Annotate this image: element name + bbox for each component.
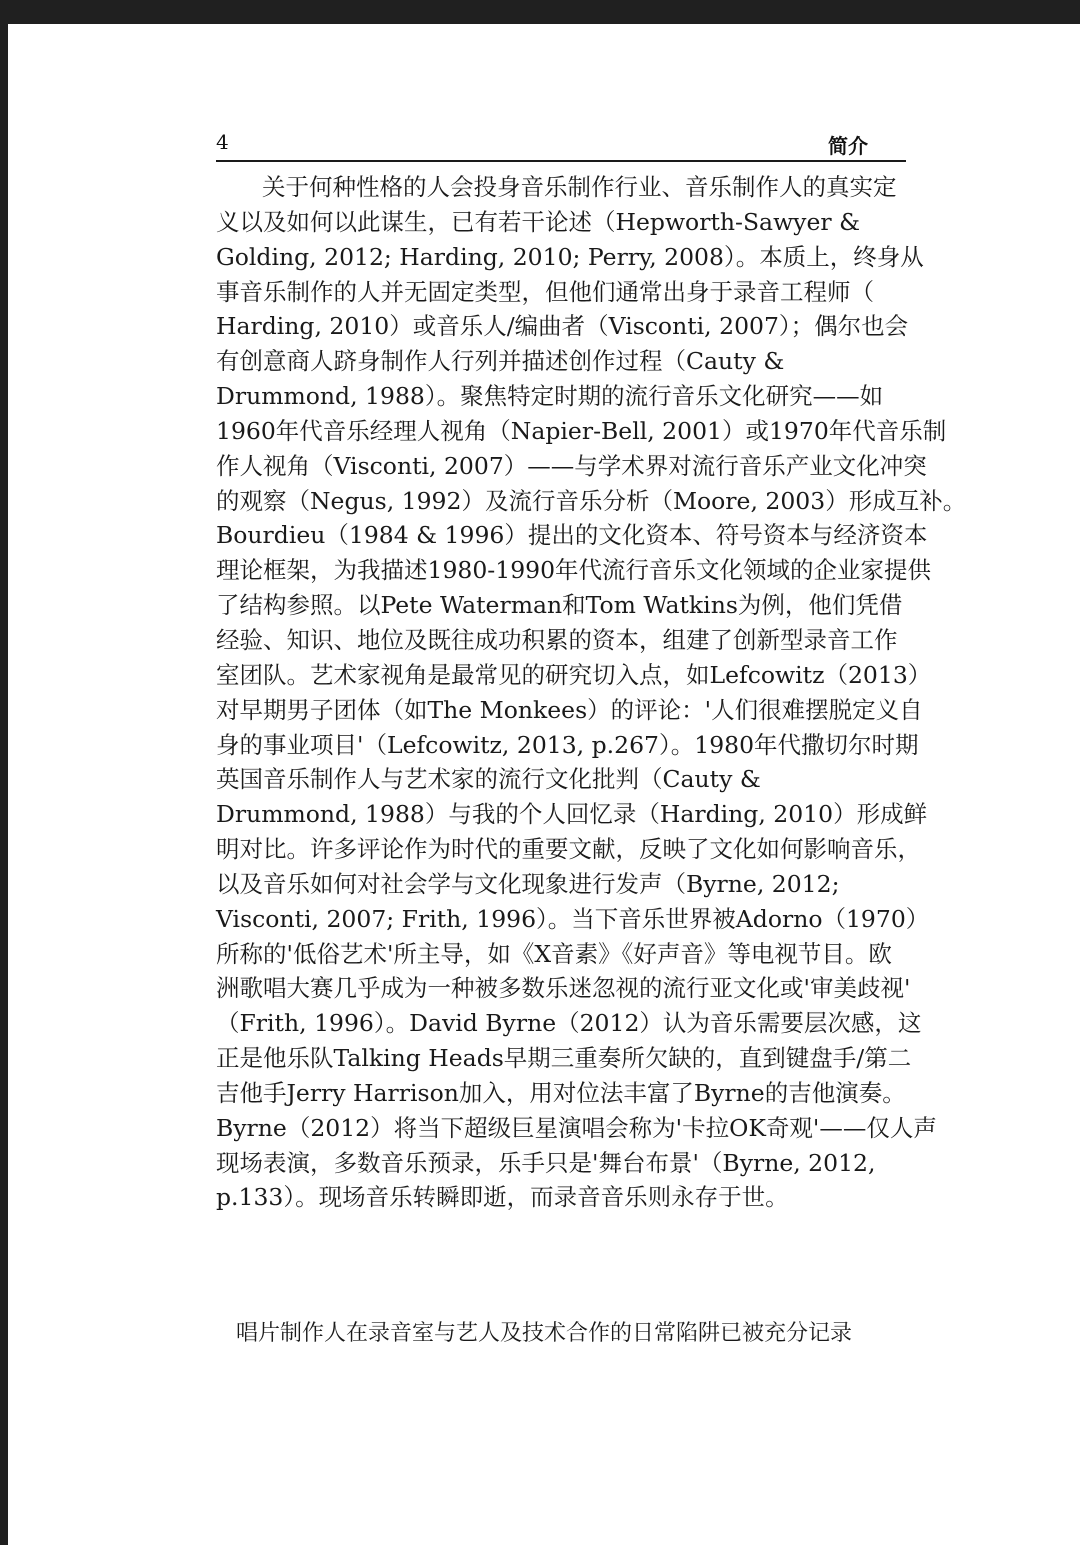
text-line: Visconti, 2007; Frith, 1996）。当下音乐世界被Adorno（1970） bbox=[216, 904, 930, 933]
text-line: 以及音乐如何对社会学与文化现象进行发声（Byrne, 2012; bbox=[216, 869, 840, 898]
text-line: 的观察（Negus, 1992）及流行音乐分析（Moore, 2003）形成互补。 bbox=[216, 486, 967, 515]
text-line: Harding, 2010）或音乐人/编曲者（Visconti, 2007）；偶尔也会 bbox=[216, 312, 909, 341]
page-number: 4 bbox=[216, 130, 229, 154]
text-line: 室团队。艺术家视角是最常见的研究切入点，如Lefcowitz（2013） bbox=[216, 660, 932, 689]
page-header bbox=[216, 128, 906, 162]
text-line: 吉他手Jerry Harrison加入，用对位法丰富了Byrne的吉他演奏。 bbox=[216, 1078, 906, 1107]
text-line: 1960年代音乐经理人视角（Napier-Bell, 2001）或1970年代音乐制 bbox=[216, 416, 947, 445]
text-line: 身的事业项目'（Lefcowitz, 2013, p.267）。1980年代撒切尔时期 bbox=[216, 730, 919, 759]
text-line: 了结构参照。以Pete Waterman和Tom Watkins为例，他们凭借 bbox=[216, 591, 903, 620]
text-line: Drummond, 1988）。聚焦特定时期的流行音乐文化研究——如 bbox=[216, 382, 884, 411]
section-lead-text: 唱片制作人在录音室与艺人及技术合作的日常陷阱已被充分记录 bbox=[235, 1321, 852, 1346]
text-line: 明对比。许多评论作为时代的重要文献，反映了文化如何影响音乐， bbox=[216, 835, 921, 864]
text-line: 关于何种性格的人会投身音乐制作行业、音乐制作人的真实定 bbox=[262, 173, 897, 201]
text-line: 对早期男子团体（如The Monkees）的评论：'人们很难摆脱定义自 bbox=[216, 695, 923, 724]
text-line: Drummond, 1988）与我的个人回忆录（Harding, 2010）形成鲜 bbox=[216, 800, 928, 829]
document-page bbox=[8, 24, 1080, 1545]
text-line: 有创意商人跻身制作人行列并描述创作过程（Cauty & bbox=[216, 347, 785, 376]
text-line: Golding, 2012; Harding, 2010; Perry, 2008）。本质上，终身从 bbox=[216, 242, 924, 271]
text-line: 现场表演，多数音乐预录，乐手只是'舞台布景'（Byrne, 2012, bbox=[216, 1148, 876, 1177]
text-line: 作人视角（Visconti, 2007）——与学术界对流行音乐产业文化冲突 bbox=[216, 451, 927, 480]
text-line: 所称的'低俗艺术'所主导，如《X音素》《好声音》等电视节目。欧 bbox=[216, 939, 892, 968]
body-paragraph bbox=[216, 170, 967, 1215]
text-line: Bourdieu（1984 & 1996）提出的文化资本、符号资本与经济资本 bbox=[216, 521, 928, 550]
text-line: （Frith, 1996）。David Byrne（2012）认为音乐需要层次感，这 bbox=[216, 1009, 922, 1038]
text-line: 英国音乐制作人与艺术家的流行文化批判（Cauty & bbox=[216, 765, 761, 794]
text-line: 理论框架，为我描述1980-1990年代流行音乐文化领域的企业家提供 bbox=[216, 556, 932, 585]
text-line: 义以及如何以此谋生，已有若干论述（Hepworth-Sawyer & bbox=[216, 207, 860, 236]
text-line: 经验、知识、地位及既往成功积累的资本，组建了创新型录音工作 bbox=[216, 625, 898, 654]
text-line: p.133）。现场音乐转瞬即逝，而录音音乐则永存于世。 bbox=[216, 1183, 789, 1212]
text-line: Byrne（2012）将当下超级巨星演唱会称为'卡拉OK奇观'——仅人声 bbox=[216, 1113, 937, 1142]
text-line: 洲歌唱大赛几乎成为一种被多数乐迷忽视的流行亚文化或'审美歧视' bbox=[216, 974, 911, 1003]
running-title: 简介 bbox=[828, 134, 868, 158]
text-line: 事音乐制作的人并无固定类型，但他们通常出身于录音工程师（ bbox=[216, 277, 874, 306]
text-line: 正是他乐队Talking Heads早期三重奏所欠缺的，直到键盘手/第二 bbox=[216, 1044, 912, 1073]
